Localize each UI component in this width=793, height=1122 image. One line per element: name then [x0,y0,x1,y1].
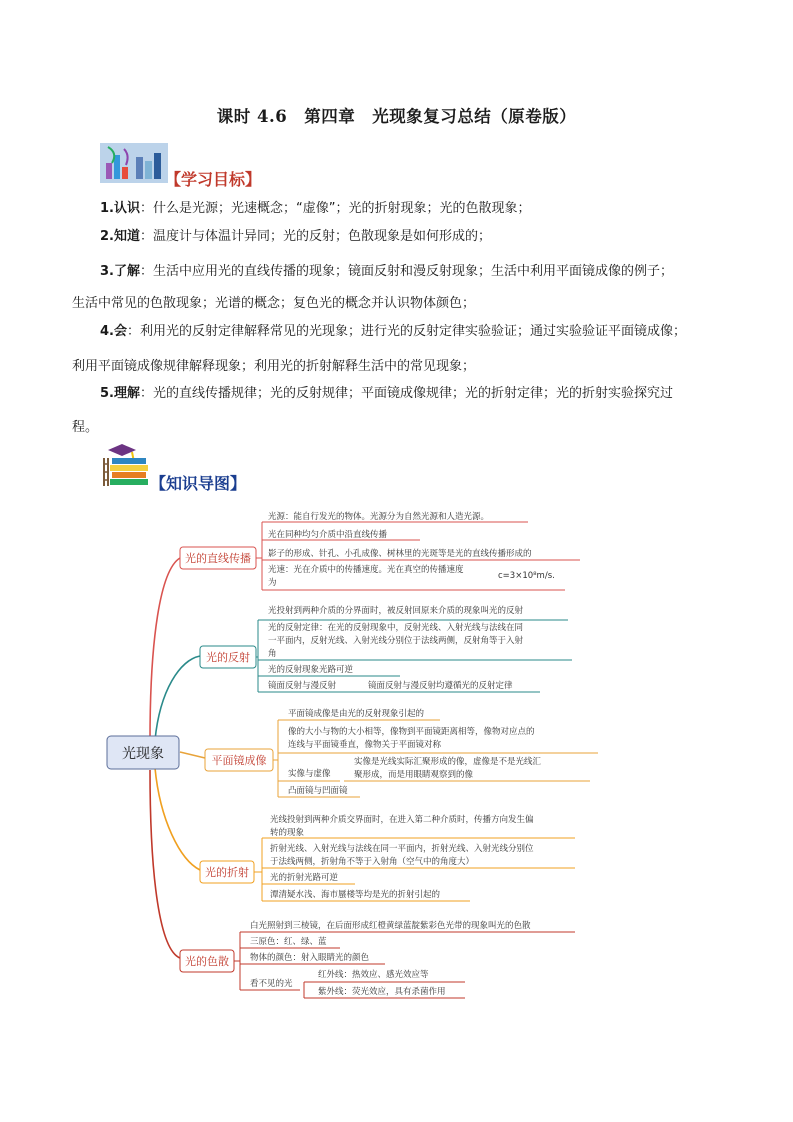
branch-item: c=3×10⁸m/s. [498,571,555,581]
branch-item: 为 [268,578,277,588]
branch-item: 于法线两侧，折射角不等于入射角（空气中的角度大） [270,857,475,867]
objective-label: 3.了解 [100,264,140,279]
objective-text: ：利用光的反射定律解释常见的光现象；进行光的反射定律实验验证；通过实验验证平面镜成像； [126,324,686,339]
branch-label: 光的折射 [205,866,249,879]
branch-label: 光的反射 [206,651,250,664]
objective-text: ：温度计与体温计异同；光的反射；色散现象是如何形成的； [139,229,491,244]
objective-label: 2.知道 [100,229,140,244]
branch-item: 光的反射定律：在光的反射现象中，反射光线、入射光线与法线在同 [268,623,524,633]
branch-dispersion [180,920,575,998]
connector-branch-1 [150,558,180,740]
branch-item: 实像是光线实际汇聚形成的像，虚像是不是光线汇 [354,757,542,767]
branch-item: 镜面反射与漫反射 [268,681,337,691]
branch-item: 白光照射到三棱镜，在后面形成红橙黄绿蓝靛紫彩色光带的现象叫光的色散 [250,921,531,931]
branch-item: 光投射到两种介质的分界面时，被反射回原来介质的现象叫光的反射 [268,606,524,616]
objective-label: 5.理解 [100,386,140,401]
branch-item: 看不见的光 [250,979,293,989]
branch-item: 角 [268,649,277,659]
branch-item: 聚形成，而是用眼睛观察到的像 [354,770,474,780]
objective-label: 4.会 [100,324,127,339]
branch-item: 折射光线、入射光线与法线在同一平面内，折射光线、入射光线分别位 [270,844,534,854]
branch-item: 光源：能自行发光的物体。光源分为自然光源和人造光源。 [268,512,490,522]
objective-label: 1.认识 [100,201,140,216]
branch-item: 凸面镜与凹面镜 [288,786,348,796]
branch-item: 光在同种均匀介质中沿直线传播 [268,530,388,540]
connector-branch-5 [150,770,180,958]
branch-item: 光的反射现象光路可逆 [268,665,354,675]
branch-item: 像的大小与物的大小相等，像物到平面镜距离相等，像物对应点的 [288,727,535,737]
branch-item: 三原色：红、绿、蓝 [250,937,327,947]
branch-item: 光速：光在介质中的传播速度。光在真空的传播速度 [268,565,464,575]
branch-label: 平面镜成像 [211,754,267,767]
branch-item: 物体的颜色：射入眼睛光的颜色 [250,953,370,963]
objective-text: ：光的直线传播规律；光的反射规律；平面镜成像规律；光的折射定律；光的折射实验探究过 [139,386,673,401]
branch-refraction [200,814,575,901]
objective-text: ：生活中应用光的直线传播的现象；镜面反射和漫反射现象；生活中利用平面镜成像的例子； [139,264,673,279]
objectives-heading: 【学习目标】 [165,170,262,189]
objective-continuation: 利用平面镜成像规律解释现象；利用光的折射解释生活中的常见现象； [72,359,476,374]
root-label: 光现象 [122,746,164,762]
branch-plane-mirror [205,708,598,797]
objective-continuation: 程。 [72,420,99,435]
connector-branch-3 [180,752,205,758]
branch-reflection [200,605,572,692]
branch-item: 红外线：热效应、感光效应等 [318,970,429,980]
objective-continuation: 生活中常见的色散现象；光谱的概念；复色光的概念并认识物体颜色； [72,296,476,311]
branch-item: 潭清疑水浅、海市蜃楼等均是光的折射引起的 [270,890,441,900]
branch-item: 影子的形成、针孔、小孔成像、树林里的光斑等是光的直线传播形成的 [268,549,532,559]
branch-item: 镜面反射与漫反射均遵循光的反射定律 [368,681,513,691]
branch-item: 光线投射到两种介质交界面时，在进入第二种介质时，传播方向发生偏 [270,815,534,825]
objective-text: ：什么是光源；光速概念；“虚像”；光的折射现象；光的色散现象； [139,201,531,216]
branch-item: 连线与平面镜垂直，像物关于平面镜对称 [288,740,442,750]
branch-label: 光的直线传播 [185,552,251,565]
branch-item: 平面镜成像是由光的反射现象引起的 [288,709,425,719]
branch-item: 一平面内，反射光线、入射光线分别位于法线两侧，反射角等于入射 [268,636,524,646]
branch-item: 转的现象 [270,828,305,838]
connector-branch-4 [155,768,200,870]
branch-rectilinear [180,511,580,590]
branch-item: 实像与虚像 [288,769,331,779]
knowledge-map-heading: 【知识导图】 [150,474,247,493]
branch-label: 光的色散 [185,955,229,968]
branch-item: 紫外线：荧光效应，具有杀菌作用 [318,987,446,997]
branch-item: 光的折射光路可逆 [270,873,339,883]
connector-branch-2 [155,656,200,740]
page-title: 课时 4.6 第四章 光现象复习总结（原卷版） [216,107,577,126]
